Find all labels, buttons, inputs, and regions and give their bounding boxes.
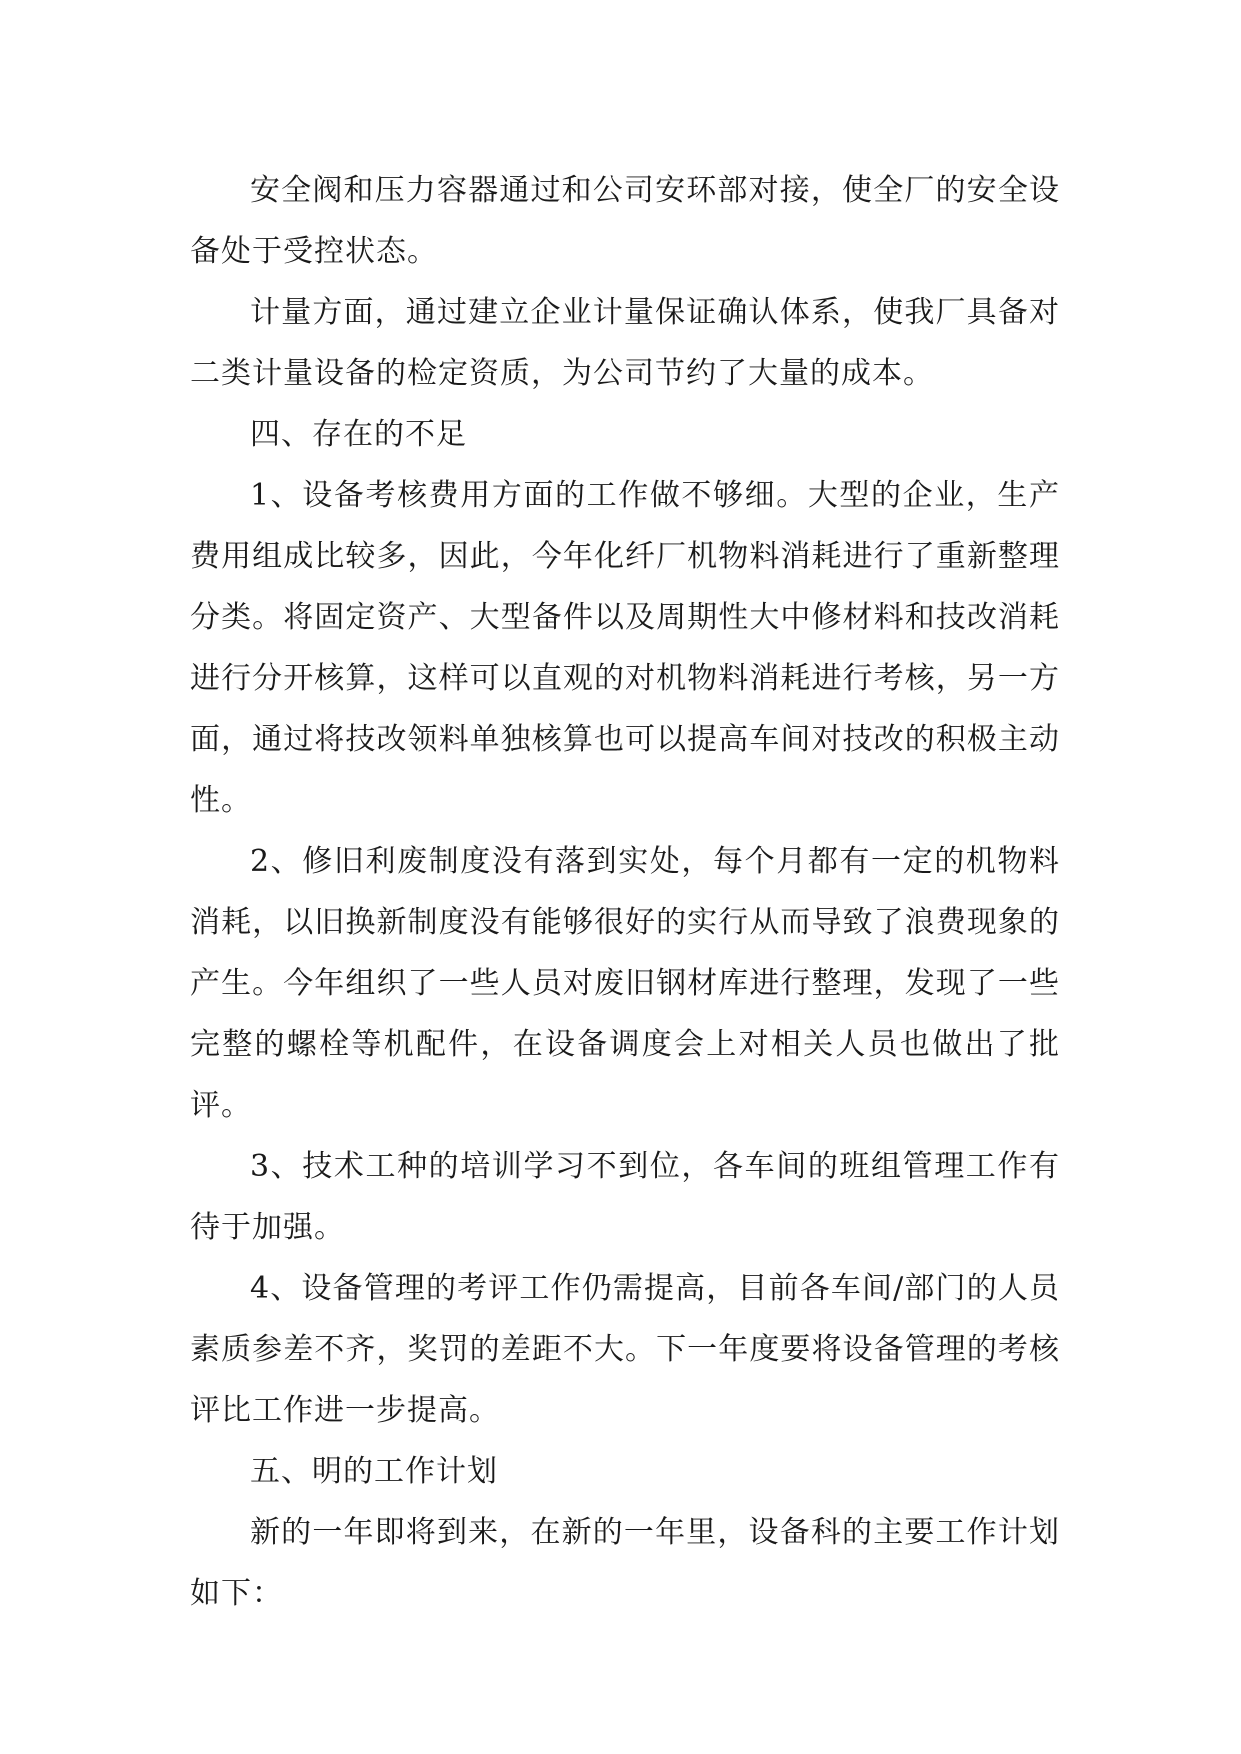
paragraph-metrology: 计量方面，通过建立企业计量保证确认体系，使我厂具备对二类计量设备的检定资质，为公司节约了大量的成本。 — [190, 295, 1060, 391]
paragraph-plan-intro: 新的一年即将到来，在新的一年里，设备科的主要工作计划如下： — [190, 1515, 1060, 1611]
paragraph-safety-valves: 安全阀和压力容器通过和公司安环部对接，使全厂的安全设备处于受控状态。 — [190, 173, 1060, 269]
section-heading-shortcomings: 四、存在的不足 — [250, 417, 467, 452]
paragraph-item-4: 4、设备管理的考评工作仍需提高，目前各车间/部门的人员素质参差不齐，奖罚的差距不大。下一年度要将设备管理的考核评比工作进一步提高。 — [190, 1271, 1060, 1428]
document-body — [190, 160, 1060, 1624]
paragraph-item-1: 1、设备考核费用方面的工作做不够细。大型的企业，生产费用组成比较多，因此，今年化纤厂机物料消耗进行了重新整理分类。将固定资产、大型备件以及周期性大中修材料和技改消耗进行分开核算，这样可以直观的对机物料消耗进行考核，另一方面，通过将技改领料单独核算也可以提高车间对技改的积极主动性。 — [190, 478, 1060, 818]
section-heading-work-plan: 五、明的工作计划 — [250, 1454, 498, 1489]
paragraph-item-2: 2、修旧利废制度没有落到实处，每个月都有一定的机物料消耗，以旧换新制度没有能够很好的实行从而导致了浪费现象的产生。今年组织了一些人员对废旧钢材库进行整理，发现了一些完整的螺栓等机配件，在设备调度会上对相关人员也做出了批评。 — [190, 844, 1060, 1123]
paragraph-item-3: 3、技术工种的培训学习不到位，各车间的班组管理工作有待于加强。 — [190, 1149, 1060, 1245]
